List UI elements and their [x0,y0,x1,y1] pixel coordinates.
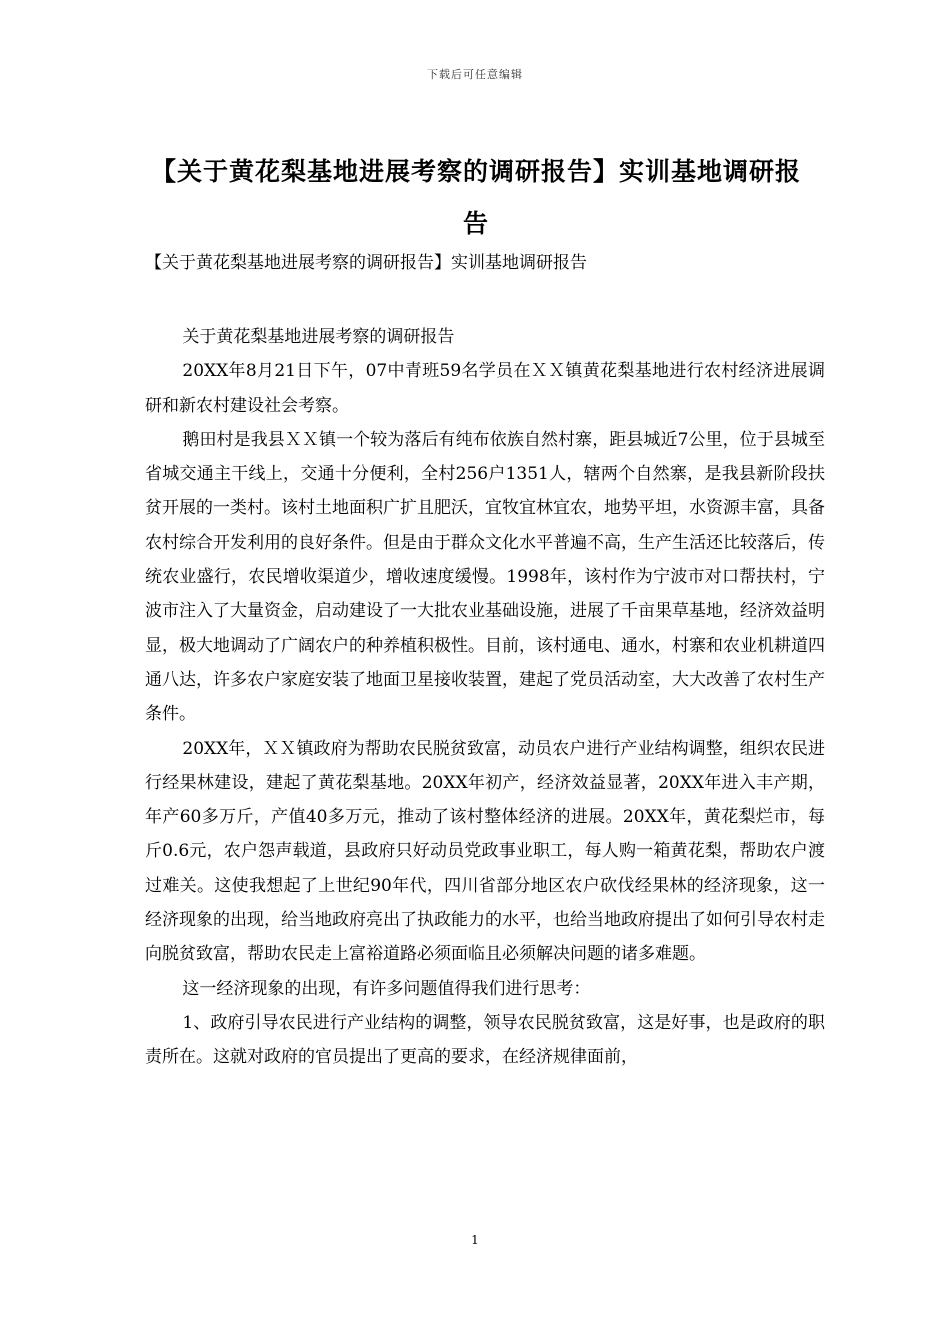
document-title: 【关于黄花梨基地进展考察的调研报告】实训基地调研报告 [150,157,801,238]
paragraph: 鹅田村是我县ＸＸ镇一个较为落后有纯布依族自然村寨，距县城近7公里，位于县城至省城交通主干线上，交通十分便利，全村256户1351人，辖两个自然寨，是我县新阶段扶贫开展的一类村。该村土地面积广扩且肥沃，宜牧宜林宜农，地势平坦，水资源丰富，具备农村综合开发利用的良好条件。但是由于群众文化水平普遍不高，生产生活还比较落后，传统农业盛行，农民增收渠道少，增收速度缓慢。1998年，该村作为宁波市对口帮扶村，宁波市注入了大量资金，启动建设了一大批农业基础设施，进展了千亩果草基地，经济效益明显，极大地调动了广阔农户的种养植积极性。目前，该村通电、通水，村寨和农业机耕道四通八达，许多农户家庭安装了地面卫星接收装置，建起了党员活动室，大大改善了农村生产条件。 [145,429,825,725]
paragraph: 这一经济现象的出现，有许多问题值得我们进行思考： [182,978,591,999]
header-note: 下载后可任意编辑 [427,68,523,81]
paragraph: 1、政府引导农民进行产业结构的调整，领导农民脱贫致富，这是好事，也是政府的职责所在。这就对政府的官员提出了更高的要求，在经济规律面前， [145,1012,825,1068]
document-subtitle: 【关于黄花梨基地进展考察的调研报告】实训基地调研报告 [145,253,587,273]
report-heading: 关于黄花梨基地进展考察的调研报告 [182,327,455,347]
paragraph: 20XX年，ＸＸ镇政府为帮助农民脱贫致富，动员农户进行产业结构调整，组织农民进行经果林建设，建起了黄花梨基地。20XX年初产，经济效益显著，20XX年进入丰产期，年产60多万斤，产值40多万元，推动了该村整体经济的进展。20XX年，黄花梨烂市，每斤0.6元，农户怨声载道，县政府只好动员党政事业职工，每人购一箱黄花梨，帮助农户渡过难关。这使我想起了上世纪90年代，四川省部分地区农户砍伐经果林的经济现象，这一经济现象的出现，给当地政府亮出了执政能力的水平，也给当地政府提出了如何引导农村走向脱贫致富，帮助农民走上富裕道路必须面临且必须解决问题的诸多难题。 [145,738,825,965]
document-body [145,320,825,1075]
page-number: 1 [471,1233,479,1247]
paragraph: 20XX年8月21日下午，07中青班59名学员在ＸＸ镇黄花梨基地进行农村经济进展调研和新农村建设社会考察。 [145,361,825,416]
